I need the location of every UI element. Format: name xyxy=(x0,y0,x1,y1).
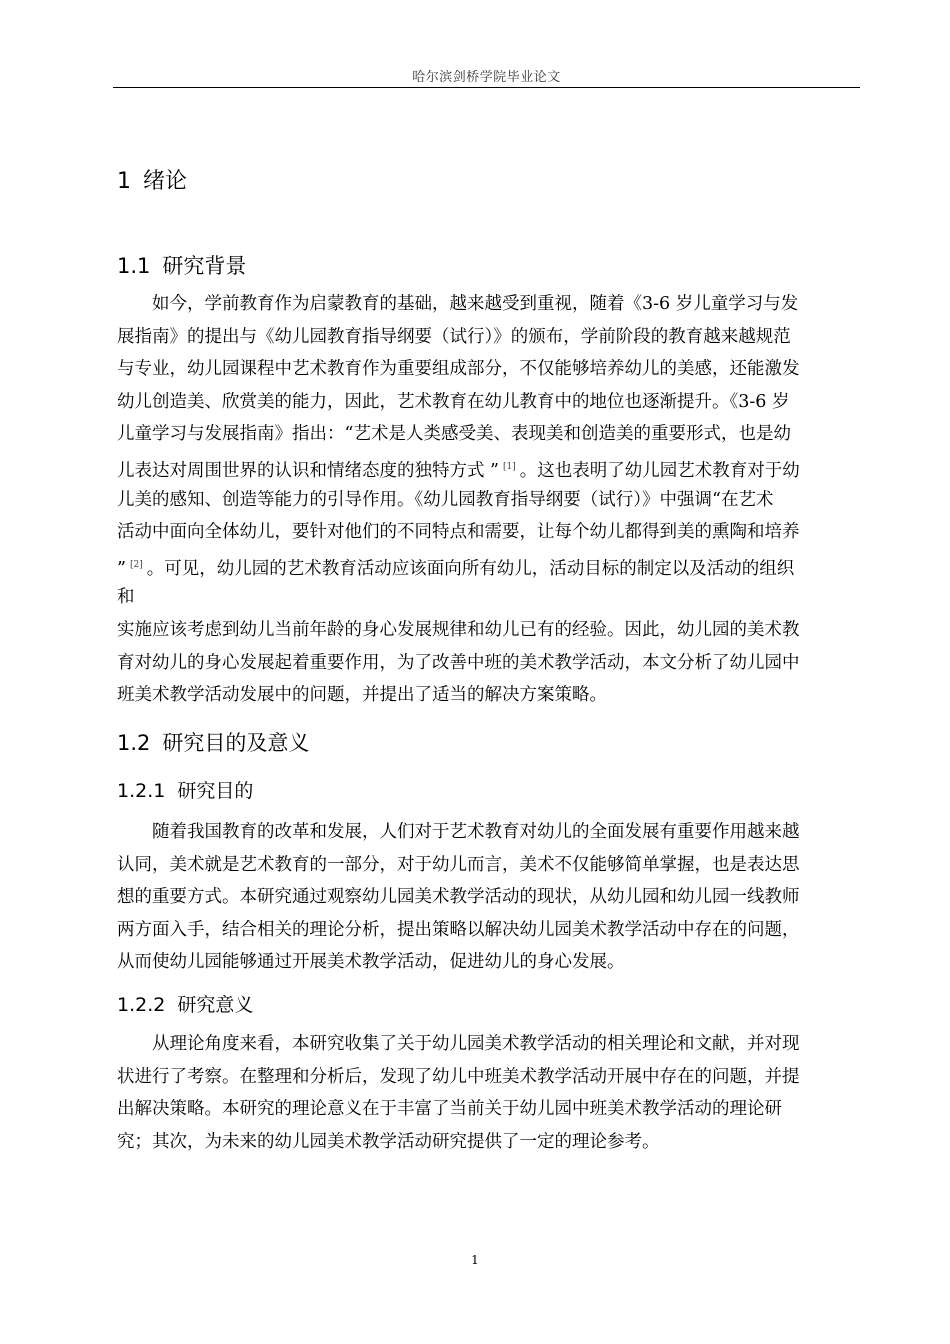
text-line: 如今，学前教育作为启蒙教育的基础，越来越受到重视，随着《3-6 岁儿童学习与发 xyxy=(152,294,799,314)
text-line: 儿童学习与发展指南》指出：“艺术是人类感受美、表现美和创造美的重要形式，也是幼 xyxy=(117,424,791,445)
text-line: 随着我国教育的改革和发展，人们对于艺术教育对幼儿的全面发展有重要作用越来越 xyxy=(152,822,800,842)
text-line: 实施应该考虑到幼儿当前年龄的身心发展规律和幼儿已有的经验。因此，幼儿园的美术教 xyxy=(117,619,800,640)
text-line: 活动中面向全体幼儿，要针对他们的不同特点和需要，让每个幼儿都得到美的熏陶和培养 xyxy=(117,522,800,543)
chapter-number: 1 xyxy=(117,169,131,194)
subsection-heading-1-2-1 xyxy=(117,776,253,803)
citation-ref-1: [1] xyxy=(503,461,516,472)
subsection-heading-1-2-2 xyxy=(117,990,253,1017)
text-line: 儿美的感知、创造等能力的引导作用。《幼儿园教育指导纲要（试行）》中强调“在艺术 xyxy=(117,489,774,510)
section-title: 研究目的及意义 xyxy=(162,731,310,755)
chapter-title: 绪论 xyxy=(143,169,188,194)
paragraph-research-purpose xyxy=(117,816,872,979)
section-heading-1-2 xyxy=(117,727,309,757)
text-line: 儿表达对周围世界的认识和情绪态度的独特方式 ” [1] 。这也表明了幼儿园艺术教育对于幼 xyxy=(117,460,800,481)
section-heading-1-1 xyxy=(117,250,246,280)
subsection-number: 1.2.1 xyxy=(117,780,166,802)
text-line: 出解决策略。本研究的理论意义在于丰富了当前关于幼儿园中班美术教学活动的理论研 xyxy=(117,1099,782,1120)
text-line: 和 xyxy=(117,587,135,608)
text-line: ” [2] 。可见，幼儿园的艺术教育活动应该面向所有幼儿，活动目标的制定以及活动的组织 xyxy=(117,558,795,579)
subsection-title: 研究目的 xyxy=(177,780,254,802)
header-rule xyxy=(113,87,860,88)
subsection-number: 1.2.2 xyxy=(117,994,166,1016)
paragraph-research-background xyxy=(117,288,872,712)
section-number: 1.1 xyxy=(117,254,151,278)
text-line: 幼儿创造美、欣赏美的能力，因此，艺术教育在幼儿教育中的地位也逐渐提升。《3-6 岁 xyxy=(117,391,790,412)
text-line: 从理论角度来看，本研究收集了关于幼儿园美术教学活动的相关理论和文献，并对现 xyxy=(152,1034,800,1054)
text-line: 究；其次，为未来的幼儿园美术教学活动研究提供了一定的理论参考。 xyxy=(117,1131,660,1152)
text-line: 从而使幼儿园能够通过开展美术教学活动，促进幼儿的身心发展。 xyxy=(117,952,625,973)
text-line: 班美术教学活动发展中的问题，并提出了适当的解决方案策略。 xyxy=(117,685,607,706)
page-header-title: 哈尔滨剑桥学院毕业论文 xyxy=(412,70,561,85)
subsection-title: 研究意义 xyxy=(177,994,254,1016)
text-line: 展指南》的提出与《幼儿园教育指导纲要（试行）》的颁布，学前阶段的教育越来越规范 xyxy=(117,326,791,347)
paragraph-research-significance xyxy=(117,1028,872,1158)
text-line: 认同，美术就是艺术教育的一部分，对于幼儿而言，美术不仅能够简单掌握，也是表达思 xyxy=(117,854,800,875)
citation-ref-2: [2] xyxy=(129,559,143,570)
section-number: 1.2 xyxy=(117,731,151,755)
text-line: 两方面入手，结合相关的理论分析，提出策略以解决幼儿园美术教学活动中存在的问题， xyxy=(117,919,800,940)
text-line: 育对幼儿的身心发展起着重要作用，为了改善中班的美术教学活动，本文分析了幼儿园中 xyxy=(117,652,800,673)
text-line: 想的重要方式。本研究通过观察幼儿园美术教学活动的现状，从幼儿园和幼儿园一线教师 xyxy=(117,887,800,908)
page-number: 1 xyxy=(471,1253,479,1267)
section-title: 研究背景 xyxy=(162,254,247,278)
chapter-heading xyxy=(117,164,187,195)
text-line: 状进行了考察。在整理和分析后，发现了幼儿中班美术教学活动开展中存在的问题，并提 xyxy=(117,1066,800,1087)
text-line: 与专业，幼儿园课程中艺术教育作为重要组成部分，不仅能够培养幼儿的美感，还能激发 xyxy=(117,359,800,380)
